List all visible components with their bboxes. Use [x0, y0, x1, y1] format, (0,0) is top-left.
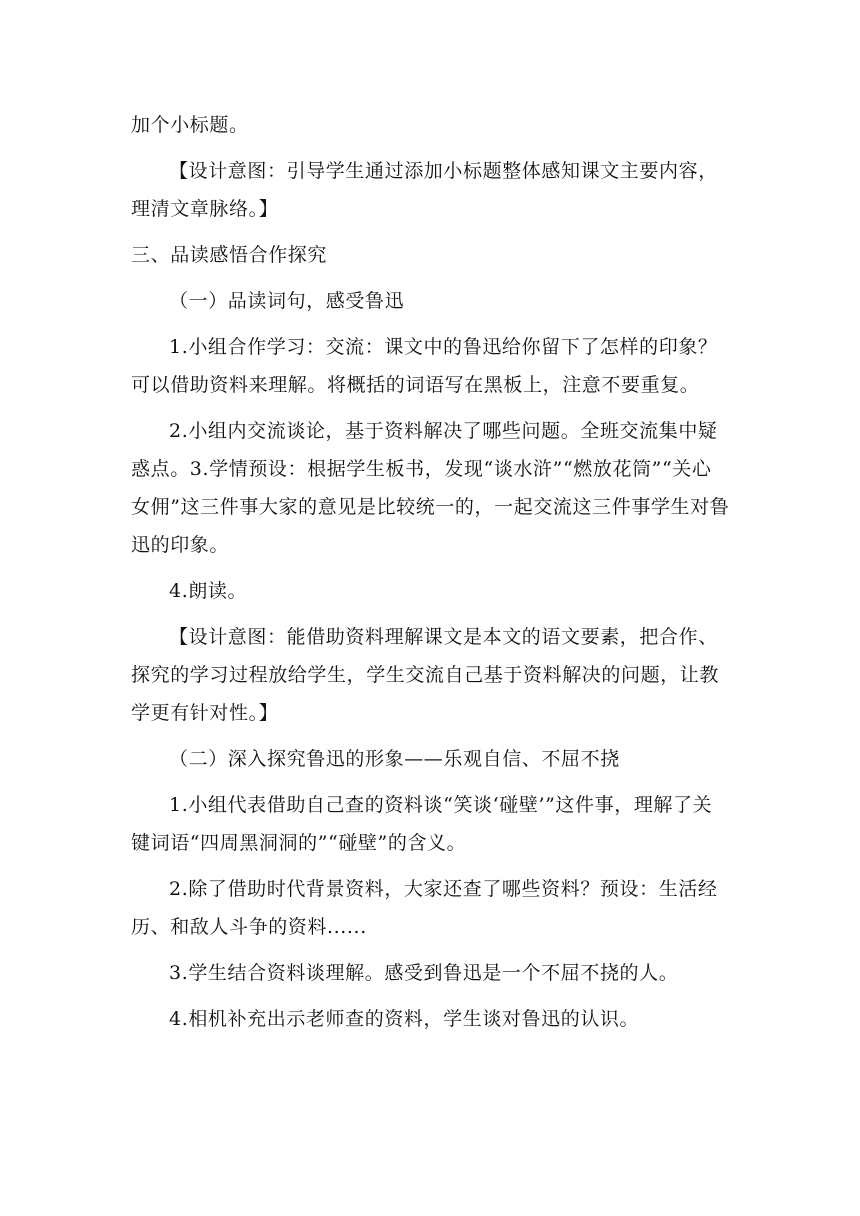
paragraph-gap: [131, 274, 731, 282]
paragraph-gap: [131, 946, 731, 954]
list-item: 2.除了借助时代背景资料，大家还查了哪些资料？预设：生活经历、和敌人斗争的资料......: [131, 878, 718, 938]
design-intent-note: 【设计意图：能借助资料理解课文是本文的语文要素，把合作、探究的学习过程放给学生，学生交流自己基于资料解决的问题，让教学更有针对性。】: [131, 626, 720, 724]
paragraph-gap: [131, 320, 731, 328]
list-item: 4.朗读。: [169, 580, 248, 602]
paragraph-gap: [131, 610, 731, 618]
paragraph-gap: [131, 992, 731, 1000]
list-item: 4.相机补充出示老师查的资料，学生谈对鲁迅的认识。: [169, 1008, 640, 1030]
paragraph-gap: [131, 862, 731, 870]
paragraph-gap: [131, 228, 731, 236]
paragraph-gap: [131, 778, 731, 786]
paragraph-gap: [131, 404, 731, 412]
list-item: 2.小组内交流谈论，基于资料解决了哪些问题。全班交流集中疑惑点。3.学情预设：根据学生板书，发现“谈水浒”“燃放花筒”“关心女佣”这三件事大家的意见是比较统一的，一起交流这三件事学生对鲁迅的印象。: [131, 420, 730, 556]
list-item: 1.小组代表借助自己查的资料谈“笑谈‘碰壁’”这件事，理解了关键词语“四周黑洞洞的”“碰壁”的含义。: [131, 794, 713, 854]
subsection-heading: （二）深入探究鲁迅的形象——乐观自信、不屈不挠: [169, 748, 620, 770]
document-body: [131, 106, 731, 1038]
subsection-heading: （一）品读词句，感受鲁迅: [169, 290, 405, 312]
design-intent-note: 【设计意图：引导学生通过添加小标题整体感知课文主要内容，理清文章脉络。】: [131, 160, 718, 220]
list-item: 1.小组合作学习：交流：课文中的鲁迅给你留下了怎样的印象？可以借助资料来理解。将概括的词语写在黑板上，注意不要重复。: [131, 336, 718, 396]
list-item: 3.学生结合资料谈理解。感受到鲁迅是一个不屈不挠的人。: [169, 962, 679, 984]
paragraph-gap: [131, 144, 731, 152]
paragraph-gap: [131, 564, 731, 572]
paragraph-gap: [131, 732, 731, 740]
paragraph-continuation: 加个小标题。: [131, 114, 249, 136]
section-heading: 三、品读感悟合作探究: [131, 244, 328, 266]
